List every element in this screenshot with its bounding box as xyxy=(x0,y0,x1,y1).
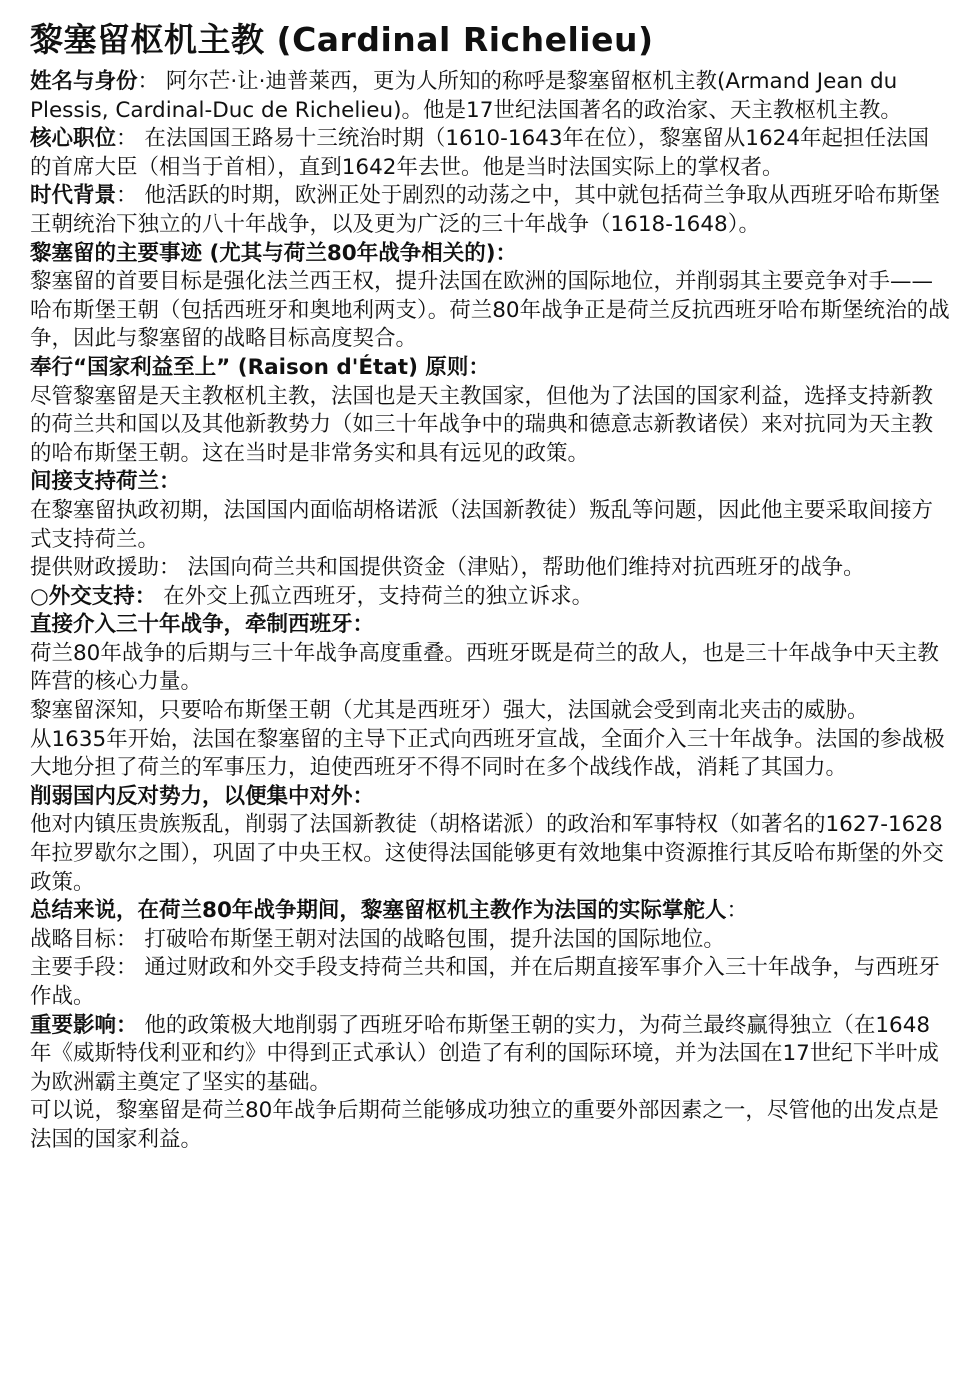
indirect-heading: 间接支持荷兰： xyxy=(30,469,181,495)
background-paragraph xyxy=(30,182,950,239)
direct-heading: 直接介入三十年战争，牵制西班牙： xyxy=(30,612,375,638)
identity-paragraph xyxy=(30,68,950,125)
impact-paragraph xyxy=(30,1012,950,1098)
domestic-text: 他对内镇压贵族叛乱，削弱了法国新教徒（胡格诺派）的政治和军事特权（如著名的1627-1628年拉罗歇尔之围），巩固了中央王权。这使得法国能够更有效地集中资源推行其反哈布斯堡的外交政策。 xyxy=(30,812,944,895)
background-label: 时代背景 xyxy=(30,183,117,209)
main-deeds-heading: 黎塞留的主要事迹 (尤其与荷兰80年战争相关的)： xyxy=(30,240,518,266)
document-body xyxy=(30,68,950,1155)
summary-heading-paragraph xyxy=(30,897,950,926)
domestic-heading: 削弱国内反对势力，以便集中对外： xyxy=(30,783,375,809)
indirect-text-1: 在黎塞留执政初期，法国国内面临胡格诺派（法国新教徒）叛乱等问题，因此他主要采取间接方式支持荷兰。 xyxy=(30,497,934,552)
main-deeds-text: 黎塞留的首要目标是强化法兰西王权，提升法国在欧洲的国际地位，并削弱其主要竞争对手——哈布斯堡王朝（包括西班牙和奥地利两支）。荷兰80年战争正是荷兰反抗西班牙哈布斯堡统治的战争，因此与黎塞留的战略目标高度契合。 xyxy=(30,269,950,352)
document-title: 黎塞留枢机主教 (Cardinal Richelieu) xyxy=(30,20,654,59)
identity-label: 姓名与身份 xyxy=(30,69,138,94)
diplomatic-text: 在外交上孤立西班牙，支持荷兰的独立诉求。 xyxy=(156,583,594,609)
summary-heading: 总结来说，在荷兰80年战争期间，黎塞留枢机主教作为法国的实际掌舵人 xyxy=(30,898,727,924)
position-text: ： 在法国国王路易十三统治时期（1610-1643年在位），黎塞留从1624年起担任法国的首席大臣（相当于首相），直到1642年去世。他是当时法国实际上的掌权者。 xyxy=(30,126,930,180)
direct-text-3: 从1635年开始，法国在黎塞留的主导下正式向西班牙宣战，全面介入三十年战争。法国的参战极大地分担了荷兰的军事压力，迫使西班牙不得不同时在多个战线作战，消耗了其国力。 xyxy=(30,726,945,781)
identity-text: ： 阿尔芒·让·迪普莱西，更为人所知的称呼是黎塞留枢机主教(Armand Jean du Plessis, Cardinal-Duc de Richelieu)。他是17世纪法国著名的政治家、天主教枢机主教。 xyxy=(30,69,902,123)
diplomatic-paragraph xyxy=(30,583,950,612)
impact-text: 他的政策极大地削弱了西班牙哈布斯堡王朝的实力，为荷兰最终赢得独立（在1648年《威斯特伐利亚和约》中得到正式承认）创造了有利的国际环境，并为法国在17世纪下半叶成为欧洲霸主奠定了坚实的基础。 xyxy=(30,1012,939,1095)
indirect-text-2: 提供财政援助： 法国向荷兰共和国提供资金（津贴），帮助他们维持对抗西班牙的战争。 xyxy=(30,555,865,581)
direct-text-1: 荷兰80年战争的后期与三十年战争高度重叠。西班牙既是荷兰的敌人，也是三十年战争中天主教阵营的核心力量。 xyxy=(30,640,939,695)
raison-text: 尽管黎塞留是天主教枢机主教，法国也是天主教国家，但他为了法国的国家利益，选择支持新教的荷兰共和国以及其他新教势力（如三十年战争中的瑞典和德意志新教诸侯）来对抗同为天主教的哈布斯堡王朝。这在当时是非常务实和具有远见的政策。 xyxy=(30,383,934,466)
impact-label: 重要影响： xyxy=(30,1012,138,1038)
summary-goal: 战略目标： 打破哈布斯堡王朝对法国的战略包围，提升法国的国际地位。 xyxy=(30,926,725,952)
conclusion-text: 可以说，黎塞留是荷兰80年战争后期荷兰能够成功独立的重要外部因素之一，尽管他的出发点是法国的国家利益。 xyxy=(30,1098,939,1152)
position-label: 核心职位 xyxy=(30,126,117,152)
direct-text-2: 黎塞留深知，只要哈布斯堡王朝（尤其是西班牙）强大，法国就会受到南北夹击的威胁。 xyxy=(30,698,869,724)
diplomatic-label: ○外交支持： xyxy=(30,583,157,609)
summary-colon: ： xyxy=(726,898,748,924)
raison-heading: 奉行“国家利益至上” (Raison d'État) 原则： xyxy=(30,354,490,380)
background-text: ： 他活跃的时期，欧洲正处于剧烈的动荡之中，其中就包括荷兰争取从西班牙哈布斯堡王朝统治下独立的八十年战争，以及更为广泛的三十年战争（1618-1648）。 xyxy=(30,183,940,237)
position-paragraph xyxy=(30,125,950,182)
summary-means: 主要手段： 通过财政和外交手段支持荷兰共和国，并在后期直接军事介入三十年战争，与西班牙作战。 xyxy=(30,955,940,1009)
